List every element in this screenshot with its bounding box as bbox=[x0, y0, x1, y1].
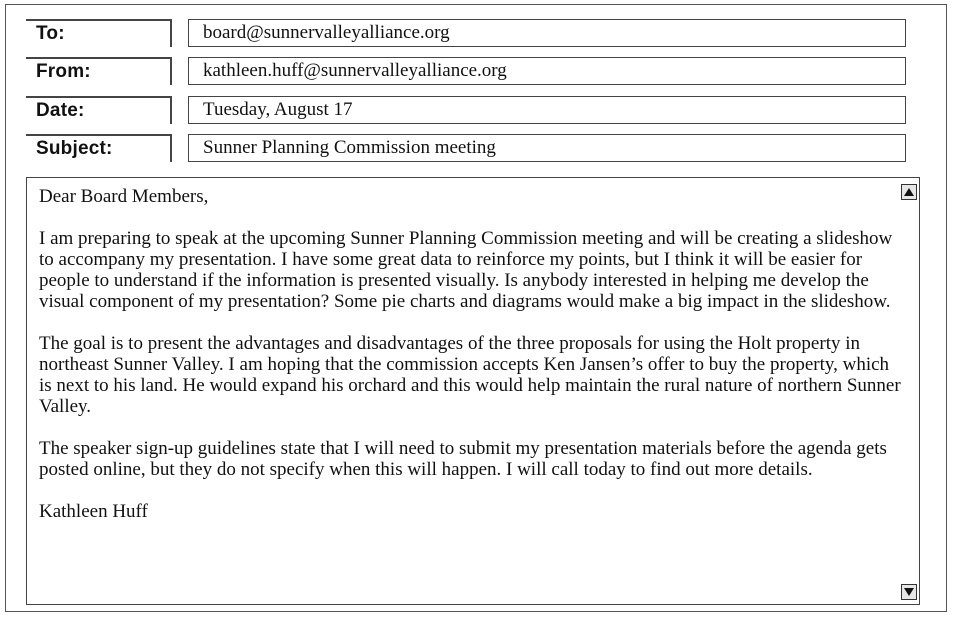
date-row bbox=[26, 96, 906, 124]
subject-label: Subject: bbox=[26, 134, 172, 162]
to-label: To: bbox=[26, 19, 172, 47]
scroll-down-arrow-icon bbox=[903, 586, 915, 598]
paragraph-2: The goal is to present the advantages and disadvantages of the three proposals for using the Holt property in northeast Sunner Valley. I am hoping that the commission accepts Ken Jansen’s offer to buy the property, which is next to his land. He would expand his orchard and this would help maintain the rural nature of northern Sunner Valley. bbox=[39, 333, 901, 417]
subject-row bbox=[26, 134, 906, 162]
greeting: Dear Board Members, bbox=[39, 186, 209, 207]
signature: Kathleen Huff bbox=[39, 501, 148, 522]
message-text bbox=[39, 186, 901, 522]
scroll-down-button[interactable] bbox=[901, 584, 917, 600]
scroll-up-arrow-icon bbox=[903, 186, 915, 198]
from-label: From: bbox=[26, 57, 172, 85]
from-field[interactable]: kathleen.huff@sunnervalleyalliance.org bbox=[188, 57, 906, 85]
to-field[interactable]: board@sunnervalleyalliance.org bbox=[188, 19, 906, 47]
date-field[interactable]: Tuesday, August 17 bbox=[188, 96, 906, 124]
date-label: Date: bbox=[26, 96, 172, 124]
email-window bbox=[5, 4, 947, 612]
paragraph-1: I am preparing to speak at the upcoming Sunner Planning Commission meeting and will be creating a slideshow to accompany my presentation. I have some great data to reinforce my points, but I think it will be easier for people to understand if the information is presented visually. Is anybody interested in helping me develop the visual component of my presentation? Some pie charts and diagrams would make a big impact in the slideshow. bbox=[39, 228, 893, 312]
subject-field[interactable]: Sunner Planning Commission meeting bbox=[188, 134, 906, 162]
from-row bbox=[26, 57, 906, 85]
scroll-up-button[interactable] bbox=[901, 184, 917, 200]
to-row bbox=[26, 19, 906, 47]
paragraph-3: The speaker sign-up guidelines state that I will need to submit my presentation materials before the agenda gets posted online, but they do not specify when this will happen. I will call today to find out more details. bbox=[39, 438, 887, 480]
message-body[interactable] bbox=[26, 177, 920, 605]
